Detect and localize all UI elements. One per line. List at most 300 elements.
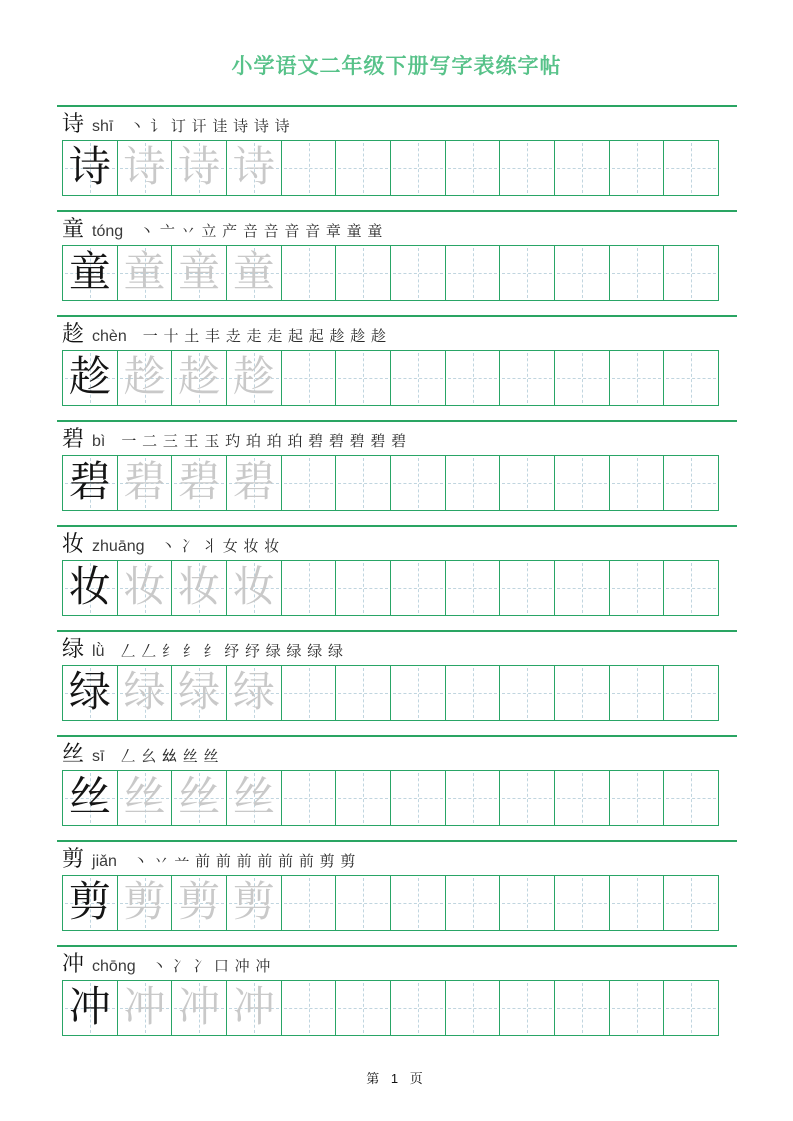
character-section bbox=[0, 945, 793, 1050]
practice-cell bbox=[62, 665, 118, 721]
guide-line-horizontal bbox=[448, 588, 498, 589]
practice-cell bbox=[226, 350, 282, 406]
hanzi-label: 趁 bbox=[62, 321, 85, 346]
pinyin-label: jiǎn bbox=[92, 853, 117, 870]
practice-grid-row bbox=[62, 665, 719, 721]
guide-line-vertical bbox=[691, 248, 692, 298]
practice-cell bbox=[445, 245, 501, 301]
practice-cell bbox=[226, 560, 282, 616]
practice-cell bbox=[281, 770, 337, 826]
guide-line-horizontal bbox=[448, 903, 498, 904]
practice-cell bbox=[499, 350, 555, 406]
guide-line-vertical bbox=[691, 143, 692, 193]
model-character: 绿 bbox=[68, 670, 111, 716]
practice-cell bbox=[171, 770, 227, 826]
guide-line-vertical bbox=[473, 353, 474, 403]
practice-cell bbox=[390, 770, 446, 826]
practice-cell bbox=[390, 980, 446, 1036]
guide-line-horizontal bbox=[557, 903, 607, 904]
practice-cell bbox=[117, 455, 173, 511]
trace-character: 碧 bbox=[123, 460, 166, 506]
section-divider bbox=[57, 840, 737, 842]
practice-cell bbox=[663, 455, 719, 511]
practice-cell bbox=[499, 980, 555, 1036]
pinyin-label: zhuāng bbox=[92, 538, 145, 555]
trace-character: 诗 bbox=[123, 145, 166, 191]
guide-line-horizontal bbox=[393, 378, 443, 379]
section-divider bbox=[57, 210, 737, 212]
practice-cell bbox=[335, 245, 391, 301]
practice-cell bbox=[554, 875, 610, 931]
guide-line-horizontal bbox=[666, 693, 716, 694]
model-character: 童 bbox=[68, 250, 111, 296]
guide-line-vertical bbox=[582, 353, 583, 403]
guide-line-horizontal bbox=[338, 1008, 388, 1009]
guide-line-vertical bbox=[309, 248, 310, 298]
practice-cell bbox=[609, 245, 665, 301]
guide-line-vertical bbox=[527, 668, 528, 718]
practice-cell bbox=[554, 770, 610, 826]
guide-line-vertical bbox=[582, 983, 583, 1033]
guide-line-horizontal bbox=[666, 273, 716, 274]
practice-cell bbox=[62, 245, 118, 301]
guide-line-vertical bbox=[637, 143, 638, 193]
practice-cell bbox=[117, 980, 173, 1036]
practice-grid-row bbox=[62, 350, 719, 406]
guide-line-horizontal bbox=[502, 378, 552, 379]
model-character: 碧 bbox=[68, 460, 111, 506]
hanzi-label: 冲 bbox=[62, 951, 85, 976]
guide-line-vertical bbox=[309, 878, 310, 928]
practice-cell bbox=[335, 665, 391, 721]
guide-line-vertical bbox=[418, 353, 419, 403]
guide-line-horizontal bbox=[448, 168, 498, 169]
practice-cell bbox=[609, 350, 665, 406]
guide-line-vertical bbox=[527, 878, 528, 928]
stroke-order-strip: 丶 讠 订 讦 诖 诗 诗 诗 bbox=[129, 119, 291, 135]
practice-cell bbox=[499, 140, 555, 196]
guide-line-vertical bbox=[527, 563, 528, 613]
guide-line-vertical bbox=[473, 668, 474, 718]
hanzi-label: 童 bbox=[62, 216, 85, 241]
trace-character: 剪 bbox=[178, 880, 221, 926]
trace-character: 诗 bbox=[232, 145, 275, 191]
guide-line-horizontal bbox=[284, 273, 334, 274]
pinyin-label: bì bbox=[92, 433, 106, 450]
guide-line-vertical bbox=[363, 773, 364, 823]
page-title: 小学语文二年级下册写字表练字帖 bbox=[231, 54, 562, 78]
guide-line-vertical bbox=[418, 563, 419, 613]
practice-cell bbox=[445, 980, 501, 1036]
guide-line-vertical bbox=[582, 563, 583, 613]
guide-line-vertical bbox=[582, 143, 583, 193]
guide-line-horizontal bbox=[612, 693, 662, 694]
section-divider bbox=[57, 735, 737, 737]
guide-line-vertical bbox=[637, 248, 638, 298]
guide-line-horizontal bbox=[666, 483, 716, 484]
guide-line-horizontal bbox=[502, 273, 552, 274]
guide-line-horizontal bbox=[502, 798, 552, 799]
guide-line-vertical bbox=[691, 353, 692, 403]
trace-character: 碧 bbox=[232, 460, 275, 506]
pinyin-label: shī bbox=[92, 118, 114, 135]
practice-cell bbox=[554, 245, 610, 301]
trace-character: 诗 bbox=[178, 145, 221, 191]
guide-line-vertical bbox=[637, 458, 638, 508]
section-header bbox=[62, 322, 793, 348]
practice-cell bbox=[390, 245, 446, 301]
guide-line-vertical bbox=[473, 773, 474, 823]
guide-line-horizontal bbox=[393, 1008, 443, 1009]
model-character: 诗 bbox=[68, 145, 111, 191]
section-divider bbox=[57, 945, 737, 947]
guide-line-horizontal bbox=[338, 483, 388, 484]
practice-cell bbox=[554, 980, 610, 1036]
practice-cell bbox=[171, 455, 227, 511]
guide-line-vertical bbox=[691, 563, 692, 613]
hanzi-label: 绿 bbox=[62, 636, 85, 661]
guide-line-horizontal bbox=[612, 168, 662, 169]
trace-character: 剪 bbox=[123, 880, 166, 926]
guide-line-vertical bbox=[473, 878, 474, 928]
guide-line-vertical bbox=[527, 983, 528, 1033]
guide-line-vertical bbox=[418, 458, 419, 508]
guide-line-vertical bbox=[363, 353, 364, 403]
practice-grid-row bbox=[62, 455, 719, 511]
practice-cell bbox=[62, 455, 118, 511]
practice-cell bbox=[663, 980, 719, 1036]
guide-line-vertical bbox=[527, 353, 528, 403]
practice-cell bbox=[609, 770, 665, 826]
practice-cell bbox=[62, 350, 118, 406]
trace-character: 绿 bbox=[123, 670, 166, 716]
guide-line-horizontal bbox=[284, 1008, 334, 1009]
practice-cell bbox=[445, 560, 501, 616]
guide-line-horizontal bbox=[612, 588, 662, 589]
practice-cell bbox=[554, 455, 610, 511]
guide-line-horizontal bbox=[393, 273, 443, 274]
guide-line-horizontal bbox=[612, 483, 662, 484]
hanzi-label: 剪 bbox=[62, 846, 85, 871]
guide-line-horizontal bbox=[448, 798, 498, 799]
guide-line-horizontal bbox=[284, 483, 334, 484]
practice-cell bbox=[226, 245, 282, 301]
hanzi-label: 碧 bbox=[62, 426, 85, 451]
model-character: 冲 bbox=[68, 985, 111, 1031]
practice-grid-row bbox=[62, 875, 719, 931]
trace-character: 童 bbox=[123, 250, 166, 296]
guide-line-horizontal bbox=[502, 693, 552, 694]
hanzi-label: 丝 bbox=[62, 741, 85, 766]
character-section bbox=[0, 840, 793, 945]
trace-character: 冲 bbox=[232, 985, 275, 1031]
section-header bbox=[62, 637, 793, 663]
guide-line-horizontal bbox=[666, 378, 716, 379]
character-section bbox=[0, 525, 793, 630]
guide-line-vertical bbox=[363, 668, 364, 718]
guide-line-vertical bbox=[473, 143, 474, 193]
practice-cell bbox=[226, 770, 282, 826]
practice-cell bbox=[171, 245, 227, 301]
stroke-order-strip: 一 十 土 丰 赱 走 走 起 起 趁 趁 趁 bbox=[142, 329, 387, 345]
practice-cell bbox=[445, 455, 501, 511]
guide-line-horizontal bbox=[557, 273, 607, 274]
practice-sections bbox=[0, 105, 793, 1050]
practice-cell bbox=[281, 455, 337, 511]
stroke-order-strip: 丶 冫 丬 女 妆 妆 bbox=[160, 539, 281, 555]
practice-cell bbox=[226, 665, 282, 721]
practice-cell bbox=[226, 140, 282, 196]
practice-cell bbox=[117, 665, 173, 721]
guide-line-vertical bbox=[363, 458, 364, 508]
practice-grid-row bbox=[62, 770, 719, 826]
guide-line-horizontal bbox=[393, 903, 443, 904]
guide-line-horizontal bbox=[666, 168, 716, 169]
practice-cell bbox=[390, 350, 446, 406]
guide-line-horizontal bbox=[393, 798, 443, 799]
practice-cell bbox=[171, 875, 227, 931]
practice-cell bbox=[390, 140, 446, 196]
section-header bbox=[62, 952, 793, 978]
guide-line-horizontal bbox=[557, 378, 607, 379]
practice-cell bbox=[171, 665, 227, 721]
guide-line-vertical bbox=[527, 143, 528, 193]
trace-character: 趁 bbox=[123, 355, 166, 401]
guide-line-vertical bbox=[309, 353, 310, 403]
guide-line-horizontal bbox=[393, 168, 443, 169]
guide-line-vertical bbox=[582, 773, 583, 823]
guide-line-horizontal bbox=[448, 483, 498, 484]
practice-cell bbox=[335, 875, 391, 931]
practice-cell bbox=[335, 980, 391, 1036]
guide-line-vertical bbox=[691, 458, 692, 508]
guide-line-horizontal bbox=[338, 798, 388, 799]
guide-line-horizontal bbox=[284, 168, 334, 169]
practice-cell bbox=[609, 455, 665, 511]
practice-cell bbox=[445, 350, 501, 406]
guide-line-vertical bbox=[473, 563, 474, 613]
practice-cell bbox=[281, 665, 337, 721]
stroke-order-strip: 丶 丷 䒑 前 前 前 前 前 前 剪 剪 bbox=[132, 854, 357, 870]
guide-line-horizontal bbox=[666, 798, 716, 799]
guide-line-vertical bbox=[363, 563, 364, 613]
practice-cell bbox=[117, 350, 173, 406]
practice-cell bbox=[663, 770, 719, 826]
practice-cell bbox=[62, 875, 118, 931]
section-divider bbox=[57, 630, 737, 632]
practice-cell bbox=[663, 350, 719, 406]
pinyin-label: sī bbox=[92, 748, 105, 765]
guide-line-vertical bbox=[309, 773, 310, 823]
hanzi-label: 妆 bbox=[62, 531, 85, 556]
guide-line-horizontal bbox=[284, 693, 334, 694]
guide-line-vertical bbox=[473, 458, 474, 508]
practice-cell bbox=[281, 875, 337, 931]
practice-cell bbox=[609, 665, 665, 721]
guide-line-horizontal bbox=[666, 903, 716, 904]
guide-line-horizontal bbox=[448, 378, 498, 379]
practice-cell bbox=[62, 140, 118, 196]
stroke-order-strip: 一 二 三 王 玉 玓 珀 珀 珀 碧 碧 碧 碧 碧 bbox=[121, 434, 408, 450]
trace-character: 妆 bbox=[178, 565, 221, 611]
guide-line-vertical bbox=[691, 878, 692, 928]
practice-cell bbox=[117, 245, 173, 301]
guide-line-horizontal bbox=[284, 378, 334, 379]
guide-line-vertical bbox=[691, 983, 692, 1033]
practice-cell bbox=[390, 665, 446, 721]
guide-line-horizontal bbox=[502, 483, 552, 484]
guide-line-vertical bbox=[637, 563, 638, 613]
guide-line-vertical bbox=[527, 458, 528, 508]
guide-line-horizontal bbox=[338, 693, 388, 694]
guide-line-horizontal bbox=[502, 903, 552, 904]
guide-line-horizontal bbox=[284, 588, 334, 589]
guide-line-horizontal bbox=[612, 903, 662, 904]
trace-character: 绿 bbox=[178, 670, 221, 716]
practice-cell bbox=[499, 245, 555, 301]
model-character: 丝 bbox=[68, 775, 111, 821]
section-divider bbox=[57, 315, 737, 317]
practice-cell bbox=[226, 875, 282, 931]
guide-line-horizontal bbox=[557, 1008, 607, 1009]
section-header bbox=[62, 112, 793, 138]
pinyin-label: tóng bbox=[92, 223, 124, 240]
practice-grid-row bbox=[62, 140, 719, 196]
guide-line-horizontal bbox=[557, 693, 607, 694]
guide-line-vertical bbox=[473, 983, 474, 1033]
practice-cell bbox=[609, 980, 665, 1036]
guide-line-vertical bbox=[309, 458, 310, 508]
trace-character: 妆 bbox=[232, 565, 275, 611]
character-section bbox=[0, 210, 793, 315]
trace-character: 妆 bbox=[123, 565, 166, 611]
page-number: 第 1 页 bbox=[366, 1071, 427, 1086]
guide-line-vertical bbox=[418, 878, 419, 928]
section-header bbox=[62, 532, 793, 558]
practice-cell bbox=[609, 560, 665, 616]
guide-line-horizontal bbox=[612, 273, 662, 274]
character-section bbox=[0, 105, 793, 210]
practice-cell bbox=[281, 560, 337, 616]
model-character: 趁 bbox=[68, 355, 111, 401]
practice-cell bbox=[390, 560, 446, 616]
practice-cell bbox=[554, 560, 610, 616]
trace-character: 丝 bbox=[232, 775, 275, 821]
practice-cell bbox=[281, 350, 337, 406]
guide-line-vertical bbox=[691, 668, 692, 718]
section-header bbox=[62, 847, 793, 873]
practice-cell bbox=[335, 140, 391, 196]
guide-line-vertical bbox=[637, 353, 638, 403]
pinyin-label: lǜ bbox=[92, 643, 105, 660]
pinyin-label: chōng bbox=[92, 958, 136, 975]
practice-cell bbox=[390, 455, 446, 511]
section-header bbox=[62, 742, 793, 768]
practice-grid-row bbox=[62, 560, 719, 616]
practice-cell bbox=[62, 560, 118, 616]
practice-cell bbox=[499, 455, 555, 511]
practice-cell bbox=[117, 770, 173, 826]
practice-cell bbox=[663, 665, 719, 721]
guide-line-vertical bbox=[363, 983, 364, 1033]
practice-cell bbox=[499, 560, 555, 616]
guide-line-horizontal bbox=[393, 588, 443, 589]
guide-line-horizontal bbox=[612, 378, 662, 379]
trace-character: 冲 bbox=[123, 985, 166, 1031]
guide-line-horizontal bbox=[338, 588, 388, 589]
guide-line-vertical bbox=[363, 878, 364, 928]
practice-cell bbox=[445, 770, 501, 826]
practice-cell bbox=[226, 980, 282, 1036]
practice-cell bbox=[663, 245, 719, 301]
practice-cell bbox=[171, 350, 227, 406]
trace-character: 趁 bbox=[178, 355, 221, 401]
guide-line-horizontal bbox=[393, 693, 443, 694]
guide-line-vertical bbox=[309, 668, 310, 718]
guide-line-horizontal bbox=[557, 483, 607, 484]
guide-line-horizontal bbox=[448, 693, 498, 694]
trace-character: 绿 bbox=[232, 670, 275, 716]
trace-character: 碧 bbox=[178, 460, 221, 506]
guide-line-vertical bbox=[637, 983, 638, 1033]
practice-cell bbox=[117, 140, 173, 196]
character-section bbox=[0, 735, 793, 840]
guide-line-vertical bbox=[582, 248, 583, 298]
practice-cell bbox=[62, 980, 118, 1036]
practice-cell bbox=[445, 140, 501, 196]
guide-line-horizontal bbox=[502, 1008, 552, 1009]
guide-line-vertical bbox=[309, 143, 310, 193]
guide-line-horizontal bbox=[338, 903, 388, 904]
trace-character: 剪 bbox=[232, 880, 275, 926]
trace-character: 童 bbox=[232, 250, 275, 296]
section-header bbox=[62, 427, 793, 453]
practice-grid-row bbox=[62, 980, 719, 1036]
practice-cell bbox=[663, 875, 719, 931]
trace-character: 趁 bbox=[232, 355, 275, 401]
practice-cell bbox=[499, 875, 555, 931]
guide-line-horizontal bbox=[448, 1008, 498, 1009]
practice-cell bbox=[609, 875, 665, 931]
practice-cell bbox=[554, 665, 610, 721]
guide-line-horizontal bbox=[502, 168, 552, 169]
character-section bbox=[0, 630, 793, 735]
guide-line-vertical bbox=[637, 668, 638, 718]
practice-cell bbox=[445, 875, 501, 931]
guide-line-horizontal bbox=[666, 1008, 716, 1009]
guide-line-horizontal bbox=[284, 798, 334, 799]
stroke-order-strip: 丶 亠 丷 立 产 咅 咅 音 音 章 童 童 bbox=[139, 224, 384, 240]
guide-line-vertical bbox=[527, 773, 528, 823]
stroke-order-strip: 丶 冫 冫 口 冲 冲 bbox=[151, 959, 272, 975]
practice-cell bbox=[499, 770, 555, 826]
guide-line-horizontal bbox=[338, 168, 388, 169]
practice-cell bbox=[554, 350, 610, 406]
trace-character: 丝 bbox=[123, 775, 166, 821]
practice-cell bbox=[281, 245, 337, 301]
guide-line-vertical bbox=[418, 248, 419, 298]
practice-cell bbox=[554, 140, 610, 196]
guide-line-horizontal bbox=[393, 483, 443, 484]
guide-line-vertical bbox=[473, 248, 474, 298]
model-character: 剪 bbox=[68, 880, 111, 926]
practice-cell bbox=[663, 140, 719, 196]
practice-cell bbox=[281, 140, 337, 196]
guide-line-horizontal bbox=[448, 273, 498, 274]
trace-character: 丝 bbox=[178, 775, 221, 821]
guide-line-horizontal bbox=[338, 378, 388, 379]
guide-line-horizontal bbox=[338, 273, 388, 274]
